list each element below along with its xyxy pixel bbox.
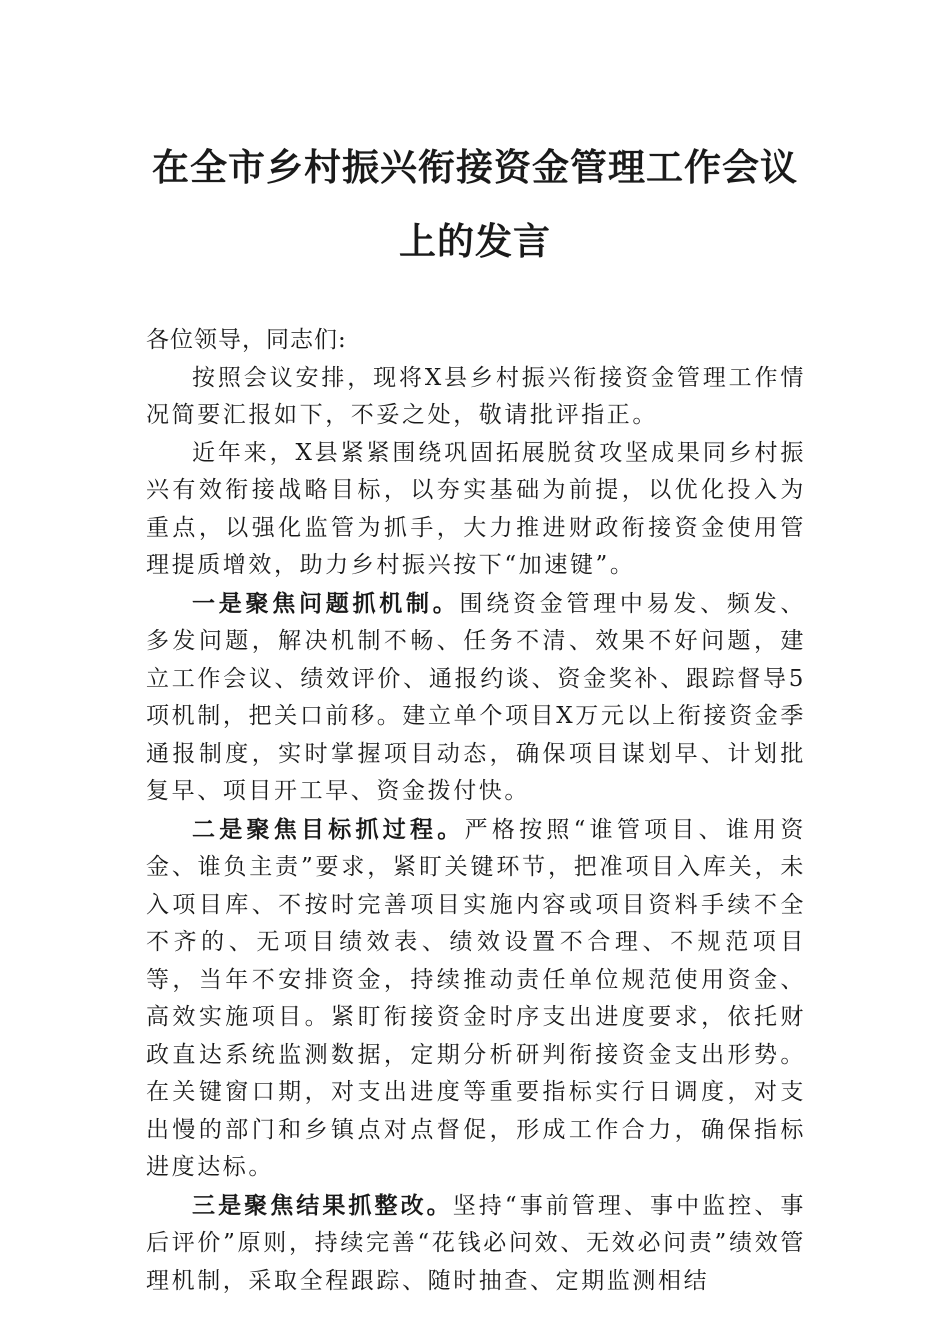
paragraph-point-one [146, 585, 806, 811]
paragraph-overview [146, 435, 806, 585]
paragraph-point-three [146, 1187, 806, 1301]
paragraph-text: 按照会议安排，现将X县乡村振兴衔接资金管理工作情况简要汇报如下，不妥之处，敬请批评指正。 [146, 364, 806, 428]
paragraph-text: 围绕资金管理中易发、频发、多发问题，解决机制不畅、任务不清、效果不好问题，建立工作会议、绩效评价、通报约谈、资金奖补、跟踪督导5项机制，把关口前移。建立单个项目X万元以上衔接资金季通报制度，实时掌握项目动态，确保项目谋划早、计划批复早、项目开工早、资金拨付快。 [146, 590, 806, 804]
paragraph-point-two [146, 811, 806, 1187]
paragraph-text: 近年来，X县紧紧围绕巩固拓展脱贫攻坚成果同乡村振兴有效衔接战略目标，以夯实基础为前提，以优化投入为重点，以强化监管为抓手，大力推进财政衔接资金使用管理提质增效，助力乡村振兴按下“加速键”。 [146, 439, 806, 578]
paragraph-lead: 二是聚焦目标抓过程。 [192, 815, 465, 843]
salutation: 各位领导，同志们: [146, 327, 347, 353]
paragraph-text: 坚持“事前管理、事中监控、事后评价”原则，持续完善“花钱必问效、无效必问责”绩效管理机制，采取全程跟踪、随时抽查、定期监测相结 [146, 1192, 806, 1294]
paragraph-text: 严格按照“谁管项目、谁用资金、谁负主责”要求，紧盯关键环节，把准项目入库关，未入项目库、不按时完善项目实施内容或项目资料手续不全不齐的、无项目绩效表、绩效设置不合理、不规范项目等，当年不安排资金，持续推动责任单位规范使用资金、高效实施项目。紧盯衔接资金时序支出进度要求，依托财政直达系统监测数据，定期分析研判衔接资金支出形势。在关键窗口期，对支出进度等重要指标实行日调度，对支出慢的部门和乡镇点对点督促，形成工作合力，确保指标进度达标。 [146, 816, 806, 1180]
document-body [146, 322, 806, 1300]
paragraph-intro [146, 360, 806, 435]
paragraph-lead: 三是聚焦结果抓整改。 [192, 1191, 453, 1219]
paragraph-lead: 一是聚焦问题抓机制。 [192, 589, 460, 617]
document-title: 在全市乡村振兴衔接资金管理工作会议上的发言 [152, 145, 798, 263]
